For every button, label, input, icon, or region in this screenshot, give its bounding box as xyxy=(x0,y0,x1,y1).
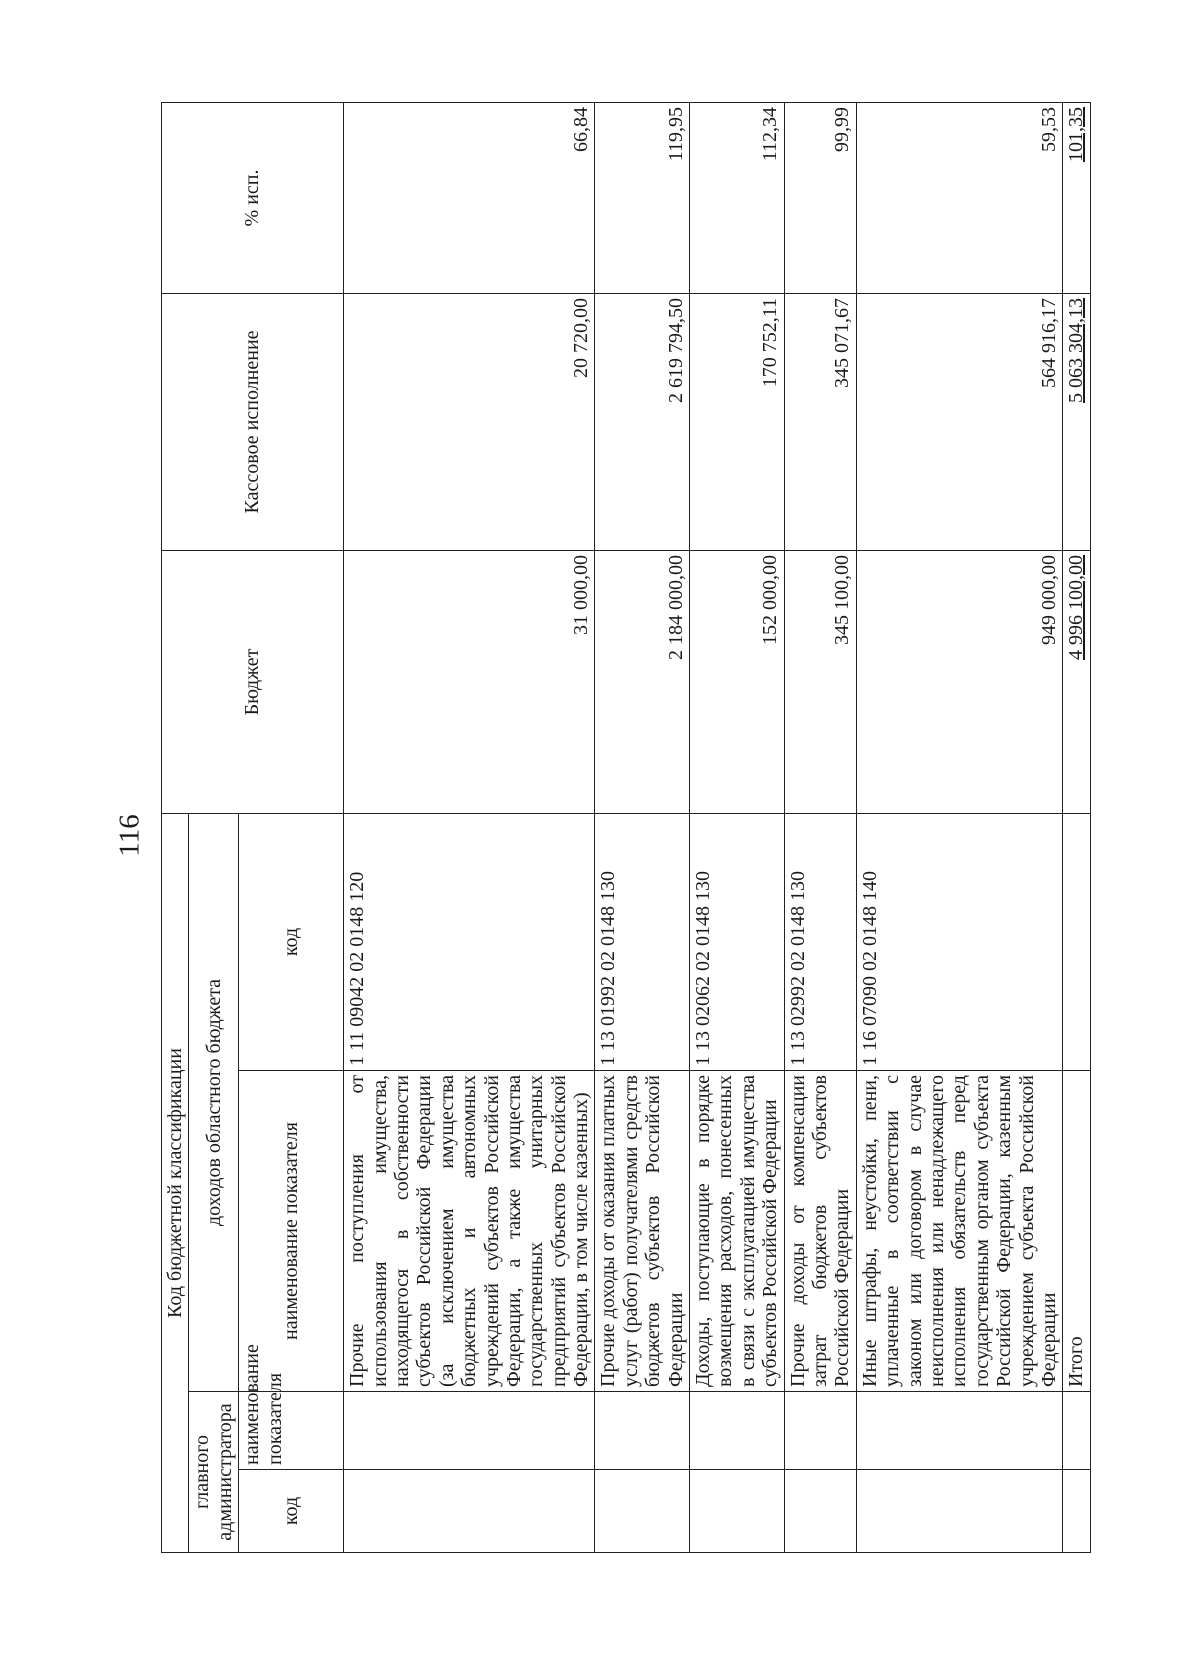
cell-admin-name xyxy=(1063,1392,1090,1470)
cell-admin-code xyxy=(690,1470,785,1553)
cell-admin-name xyxy=(856,1392,1063,1470)
cell-admin-name xyxy=(344,1392,595,1470)
cell-income-code: 1 13 02992 02 0148 130 xyxy=(784,813,856,1070)
cell-execution: 2 619 794,50 xyxy=(595,293,690,550)
total-label: Итого xyxy=(1063,1071,1090,1392)
cell-admin-code xyxy=(856,1470,1063,1553)
cell-admin-name xyxy=(690,1392,785,1470)
cell-execution: 345 071,67 xyxy=(784,293,856,550)
table-row xyxy=(344,102,595,1552)
cell-admin-code xyxy=(344,1470,595,1553)
budget-table-rotated xyxy=(161,103,1088,1553)
cell-admin-name xyxy=(595,1392,690,1470)
cell-income-code: 1 13 02062 02 0148 130 xyxy=(690,813,785,1070)
cell-budget: 152 000,00 xyxy=(690,550,785,813)
header-percent: % исп. xyxy=(162,102,344,293)
cell-income-name: Прочие доходы от оказания платных услуг (работ) получателями средств бюджетов субъектов Российской Федерации xyxy=(595,1071,690,1392)
cell-percent: 119,95 xyxy=(595,102,690,293)
total-row xyxy=(1063,102,1090,1552)
cell-percent: 59,53 xyxy=(856,102,1063,293)
header-execution: Кассовое исполнение xyxy=(162,293,344,550)
cell-admin-code xyxy=(595,1470,690,1553)
cell-admin-name xyxy=(784,1392,856,1470)
cell-income-name: Прочие поступления от использования имущества, находящегося в собственности субъектов Российской Федерации (за исключением имущества бюджетных и автономных учреждений субъектов Российской Федерации, а также имущества государственных унитарных предприятий субъектов Российской Федерации, в том числе казенных) xyxy=(344,1071,595,1392)
header-income-code: код xyxy=(239,813,344,1070)
cell-admin-code xyxy=(1063,1470,1090,1553)
cell-percent: 112,34 xyxy=(690,102,785,293)
cell-budget: 345 100,00 xyxy=(784,550,856,813)
table-row xyxy=(784,102,856,1552)
total-execution: 5 063 304,13 xyxy=(1063,293,1090,550)
header-income-group: доходов областного бюджета xyxy=(189,813,239,1391)
cell-budget: 949 000,00 xyxy=(856,550,1063,813)
header-budget: Бюджет xyxy=(162,550,344,813)
cell-percent: 99,99 xyxy=(784,102,856,293)
cell-budget: 2 184 000,00 xyxy=(595,550,690,813)
total-percent: 101,35 xyxy=(1063,102,1090,293)
cell-income-name: Прочие доходы от компенсации затрат бюджетов субъектов Российской Федерации xyxy=(784,1071,856,1392)
cell-income-code: 1 11 09042 02 0148 120 xyxy=(344,813,595,1070)
cell-income-name: Иные штрафы, неустойки, пени, уплаченные в соответствии с законом или договором в случае неисполнения или ненадлежащего исполнения обязательств перед государственным органом субъекта Российской Федерации, казенным учреждением субъекта Российской Федерации xyxy=(856,1071,1063,1392)
budget-table xyxy=(161,102,1091,1553)
cell-income-code: 1 16 07090 02 0148 140 xyxy=(856,813,1063,1070)
cell-execution: 20 720,00 xyxy=(344,293,595,550)
page-number: 116 xyxy=(113,814,146,857)
header-admin-code: код xyxy=(239,1470,344,1553)
header-admin-name: наименование показателя xyxy=(239,1392,344,1470)
cell-income-name: Доходы, поступающие в порядке возмещения расходов, понесенных в связи с эксплуатацией имущества субъектов Российской Федерации xyxy=(690,1071,785,1392)
cell-income-code: 1 13 01992 02 0148 130 xyxy=(595,813,690,1070)
table-row xyxy=(690,102,785,1552)
cell-admin-code xyxy=(784,1470,856,1553)
header-admin-group: главного администратора xyxy=(189,1392,239,1553)
table-row xyxy=(856,102,1063,1552)
header-classification: Код бюджетной классификации xyxy=(162,813,189,1552)
cell-income-code xyxy=(1063,813,1090,1070)
cell-budget: 31 000,00 xyxy=(344,550,595,813)
header-row-1 xyxy=(162,102,189,1552)
header-income-name: наименование показателя xyxy=(239,1071,344,1392)
table-row xyxy=(595,102,690,1552)
cell-execution: 564 916,17 xyxy=(856,293,1063,550)
cell-execution: 170 752,11 xyxy=(690,293,785,550)
total-budget: 4 996 100,00 xyxy=(1063,550,1090,813)
cell-percent: 66,84 xyxy=(344,102,595,293)
